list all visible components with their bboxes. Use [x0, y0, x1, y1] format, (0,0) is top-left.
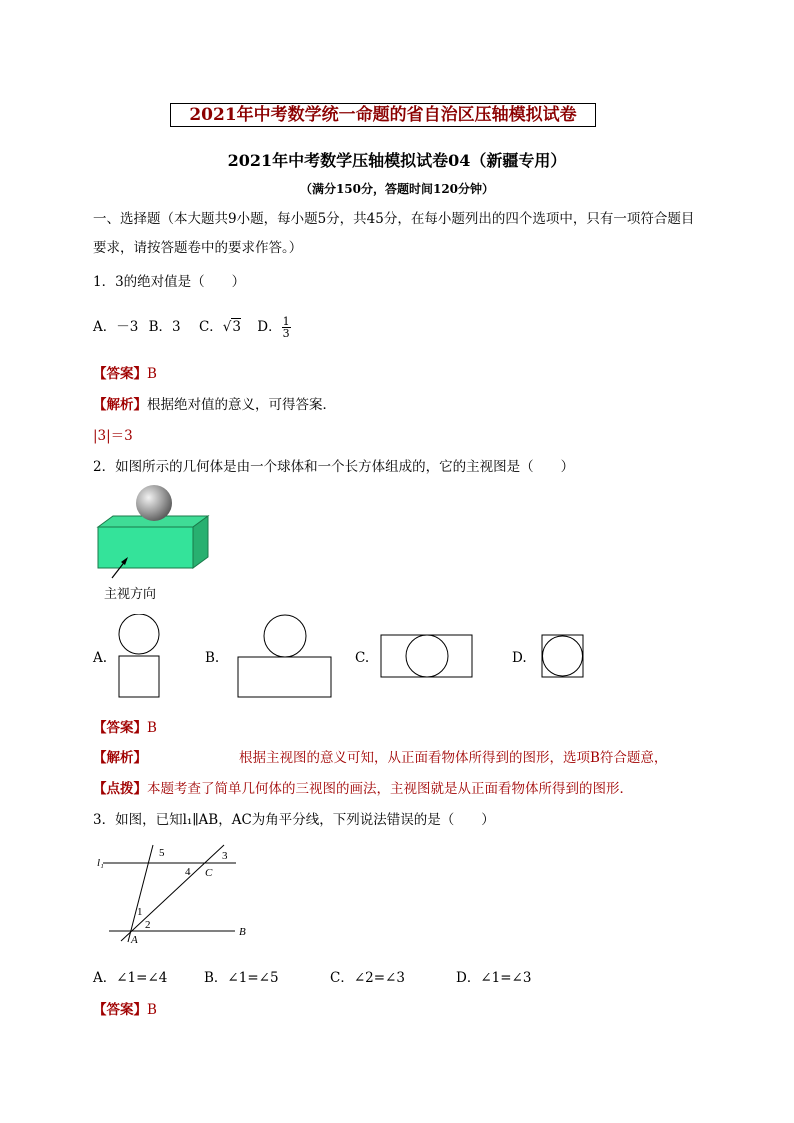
q1-work: |3|＝3: [93, 428, 133, 444]
bisector-ac: [121, 845, 224, 941]
label-point-b: B: [239, 926, 246, 938]
exam-info: （满分150分，答题时间120分钟）: [299, 182, 495, 196]
q3-option-b: B．∠1=∠5: [204, 970, 279, 986]
label-point-c: C: [205, 867, 213, 879]
q2-option-c-figure: [379, 633, 475, 679]
q1-analysis: 【解析】根据绝对值的意义，可得答案．: [93, 397, 336, 413]
label-l1: l₁: [97, 857, 104, 869]
fraction-one-third: $\frac{1}{3}$: [282, 315, 290, 340]
q3-option-c: C．∠2=∠3: [330, 970, 405, 986]
section-instructions-line1: 一、选择题（本大题共9小题，每小题5分，共45分，在每小题列出的四个选项中，只有一项符合题目: [93, 211, 695, 227]
q2-option-a-label: A.: [93, 650, 108, 666]
q1-options: [93, 315, 291, 339]
q2-hint: 【点拨】本题考查了简单几何体的三视图的画法，主视图就是从正面看物体所得到的图形．: [93, 781, 633, 797]
q2-stem: 2．如图所示的几何体是由一个球体和一个长方体组成的，它的主视图是（ ）: [93, 459, 575, 475]
q2-option-b-label: B.: [205, 650, 220, 666]
q3-option-a: A．∠1=∠4: [93, 970, 168, 986]
q2-option-c-label: C.: [355, 650, 370, 666]
sphere: [136, 485, 172, 521]
q2-option-d-figure: [540, 633, 586, 679]
q2-analysis: 【解析】 根据主视图的意义可知，从正面看物体所得到的图形，选项B符合题意，: [93, 750, 668, 766]
label-angle-2: 2: [145, 919, 151, 931]
q3-geometry-figure: [93, 840, 253, 950]
label-point-a: A: [131, 934, 138, 946]
q1-option-c: C．√3: [198, 319, 241, 335]
section-instructions-line2: 要求，请按答题卷中的要求作答。）: [93, 240, 303, 256]
q1-option-a: A．－3: [93, 319, 139, 335]
label-angle-3: 3: [222, 850, 228, 862]
q2-option-d-label: D.: [512, 650, 527, 666]
page-title: 2021年中考数学压轴模拟试卷04（新疆专用）: [227, 151, 567, 170]
q1-option-d: D． $\frac{1}{3}$: [257, 315, 290, 340]
q1-stem: 1．3的绝对值是（ ）: [93, 274, 246, 290]
q2-solid-figure: [90, 478, 220, 590]
q2-option-a-figure: [116, 614, 164, 700]
series-banner: 2021年中考数学统一命题的省自治区压轴模拟试卷: [170, 103, 596, 127]
q1-option-b: B．3: [148, 319, 181, 335]
view-direction-label: 主视方向: [104, 586, 157, 601]
q1-answer: 【答案】B: [93, 366, 157, 382]
q3-stem: 3．如图，已知l₁∥AB，AC为角平分线，下列说法错误的是（ ）: [93, 812, 495, 828]
label-angle-1: 1: [137, 906, 143, 918]
q2-option-b-figure: [236, 614, 334, 700]
q3-option-d: D．∠1=∠3: [456, 970, 532, 986]
q3-answer: 【答案】B: [93, 1002, 157, 1018]
box-front-face: [98, 527, 193, 568]
label-angle-5: 5: [159, 847, 165, 859]
label-angle-4: 4: [185, 866, 191, 878]
q2-answer: 【答案】B: [93, 720, 157, 736]
